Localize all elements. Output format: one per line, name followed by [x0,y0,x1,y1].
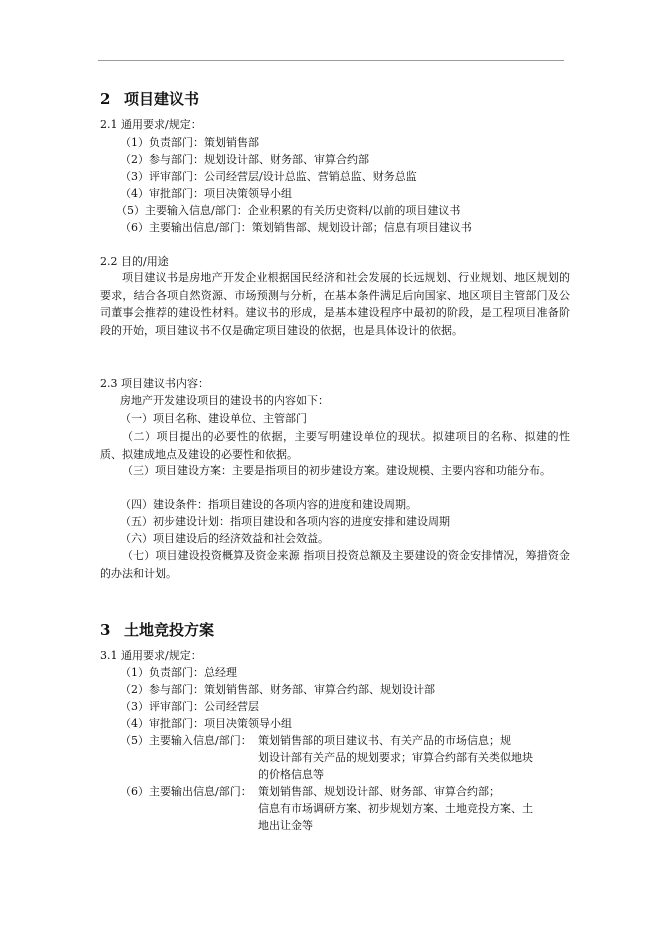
subsection-3-1-heading: 3.1 通用要求/规定： [100,649,202,662]
section-3-heading [100,619,214,640]
section-3-number: 3 [100,621,111,639]
input-info-line: 划设计部有关产品的规划要求；审算合约部有关类似地块 [258,751,533,764]
list-item: （2）参与部门：规划设计部、财务部、审算合约部 [120,153,369,166]
contents-intro: 房地产开发建设项目的建设书的内容如下： [120,394,329,407]
input-info-line: 的价格信息等 [258,768,324,781]
list-item: （4）审批部门：项目决策领导小组 [120,187,292,200]
header-rule [98,60,564,61]
list-item: （三）项目建设方案：主要是指项目的初步建设方案。建设规模、主要内容和功能分布。 [122,464,551,477]
output-info-line: 地出让金等 [258,819,313,832]
list-item: （二）项目提出的必要性的依据，主要写明建设单位的现状。拟建项目的名称、拟建的性质、拟建成地点及建设的必要性和依据。 [100,430,570,461]
list-item: （3）评审部门：公司经营层/设计总监、营销总监、财务总监 [120,170,417,183]
input-info-label: （5）主要输入信息/部门： [120,734,252,747]
list-item: （6）主要输出信息/部门：策划销售部、规划设计部；信息有项目建议书 [120,221,472,234]
subsection-2-3-heading: 2.3 项目建议书内容： [100,377,209,390]
output-info-line: 信息有市场调研方案、初步规划方案、土地竞投方案、土 [258,802,533,815]
list-item: （4）审批部门：项目决策领导小组 [120,717,292,730]
list-item: （5）主要输入信息/部门：企业积累的有关历史资料/以前的项目建议书 [116,204,461,217]
section-2-number: 2 [100,90,111,108]
list-item: （1）负责部门：总经理 [120,666,237,679]
output-info-label: （6）主要输出信息/部门： [120,785,252,798]
list-item: （四）建设条件：指项目建设的各项内容的进度和建设周期。 [120,498,417,511]
list-item: （1）负责部门：策划销售部 [120,136,259,149]
subsection-2-1-heading: 2.1 通用要求/规定： [100,118,202,131]
purpose-paragraph: 项目建议书是房地产开发企业根据国民经济和社会发展的长远规划、行业规划、地区规划的要求，结合各项自然资源、市场预测与分析，在基本条件满足后向国家、地区项目主管部门及公司董事会推荐的建设性材料。建议书的形成，是基本建设程序中最初的阶段，是工程项目准备阶段的开始，项目建议书不仅是确定项目建设的依据，也是具体设计的依据。 [100,271,570,337]
list-item: （五）初步建设计划：指项目建设和各项内容的进度安排和建设周期 [120,515,450,528]
list-item: （一）项目名称、建设单位、主管部门 [120,412,307,425]
list-item: （3）评审部门：公司经营层 [120,700,259,713]
section-2-title: 项目建议书 [124,90,200,108]
section-3-title: 土地竞投方案 [124,621,215,639]
input-info-line: 策划销售部的项目建议书、有关产品的市场信息；规 [258,734,511,747]
output-info-line: 策划销售部、规划设计部、财务部、审算合约部； [258,785,500,798]
subsection-2-2-heading: 2.2 目的/用途 [100,255,169,268]
list-item: （六）项目建设后的经济效益和社会效益。 [120,532,329,545]
list-item: （七）项目建设投资概算及资金来源 指项目投资总额及主要建设的资金安排情况，筹措资金的办法和计划。 [100,549,570,580]
section-2-heading [100,88,199,109]
list-item: （2）参与部门：策划销售部、财务部、审算合约部、规划设计部 [120,683,435,696]
